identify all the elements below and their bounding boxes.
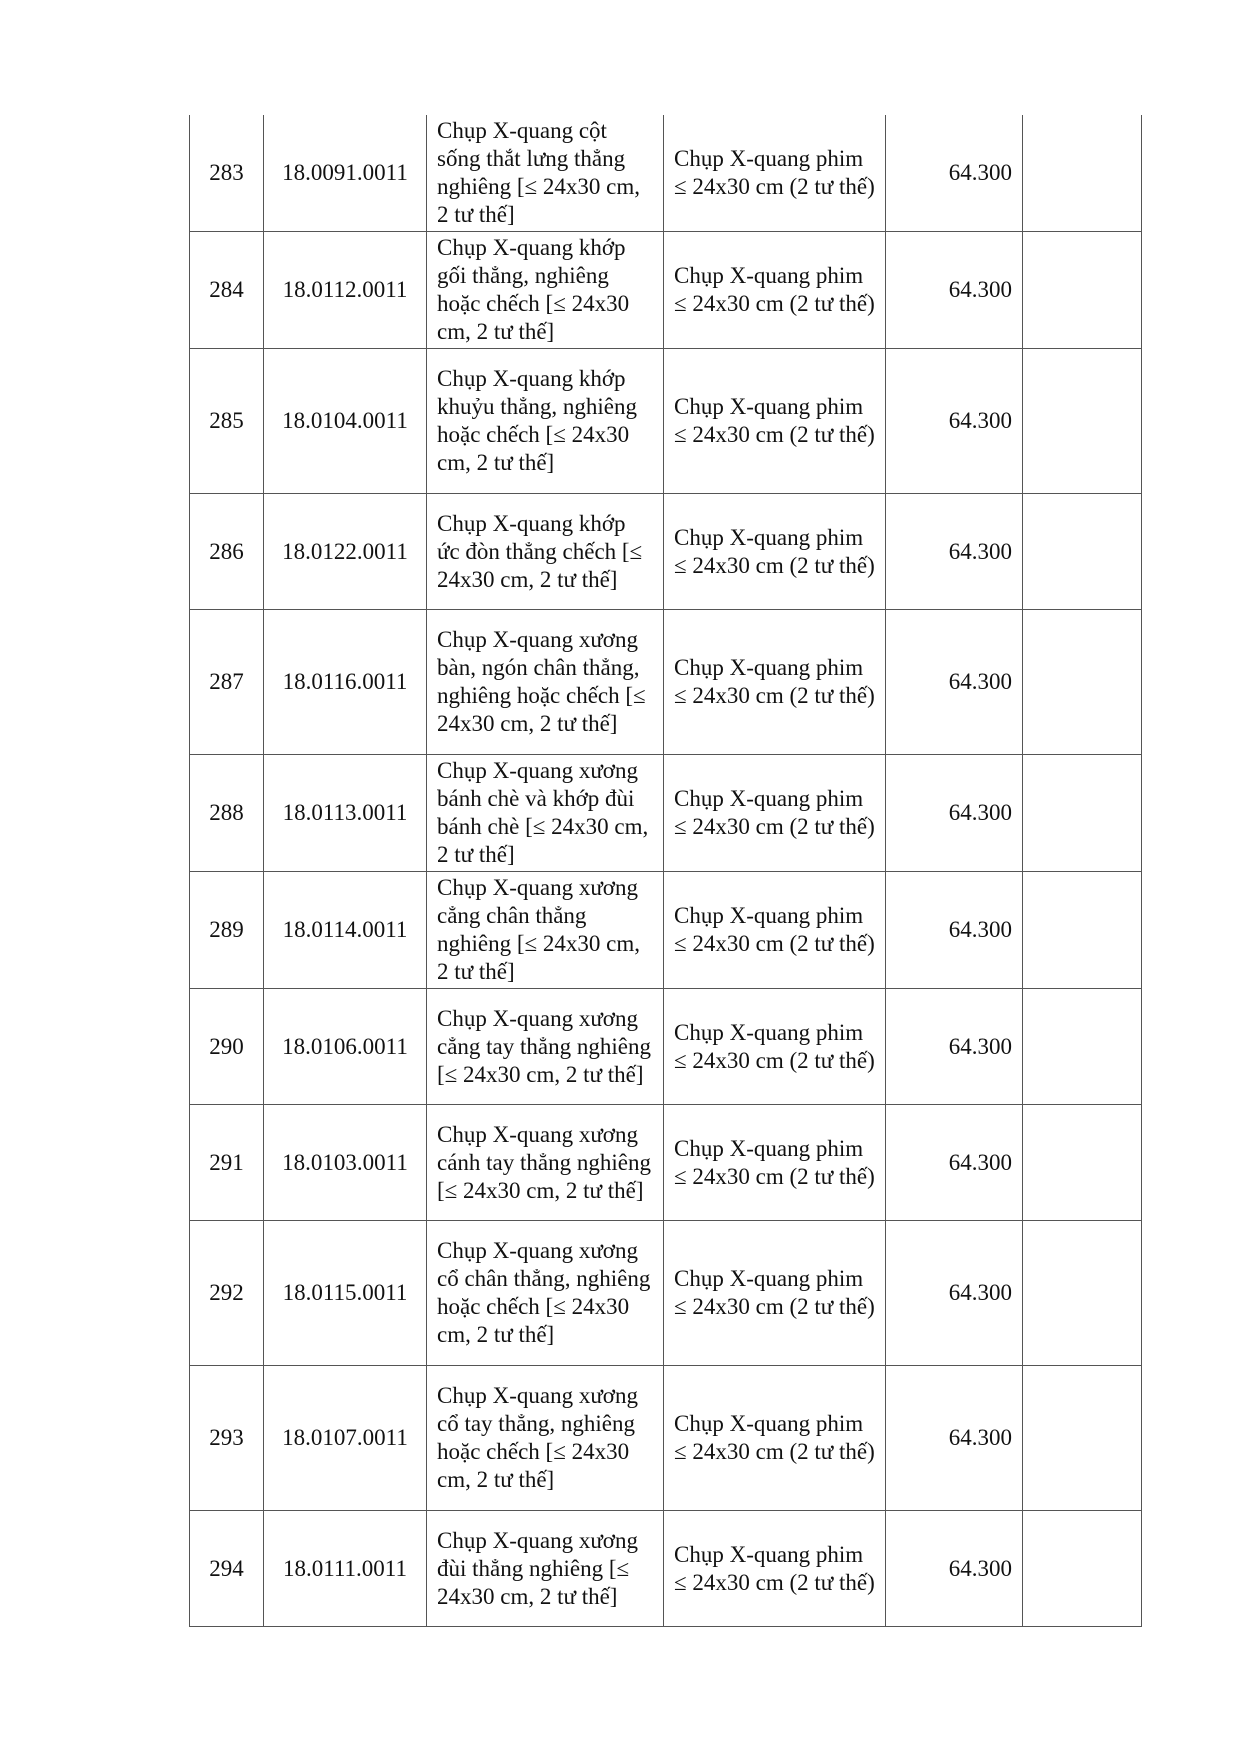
- cell-reference-service: Chụp X-quang phim ≤ 24x30 cm (2 tư thế): [664, 610, 886, 755]
- table-row: [190, 755, 1142, 872]
- cell-code: 18.0107.0011: [264, 1366, 427, 1511]
- cell-reference-service: Chụp X-quang phim ≤ 24x30 cm (2 tư thế): [664, 755, 886, 872]
- cell-service-name: Chụp X-quang xương cẳng tay thẳng nghiêng [≤ 24x30 cm, 2 tư thế]: [427, 989, 664, 1105]
- cell-code: 18.0122.0011: [264, 494, 427, 610]
- cell-code: 18.0112.0011: [264, 232, 427, 349]
- cell-note: [1023, 1105, 1142, 1221]
- cell-note: [1023, 115, 1142, 232]
- cell-note: [1023, 1221, 1142, 1366]
- cell-stt: 291: [190, 1105, 264, 1221]
- cell-reference-service: Chụp X-quang phim ≤ 24x30 cm (2 tư thế): [664, 1105, 886, 1221]
- cell-reference-service: Chụp X-quang phim ≤ 24x30 cm (2 tư thế): [664, 115, 886, 232]
- cell-stt: 294: [190, 1511, 264, 1627]
- table-row: [190, 349, 1142, 494]
- cell-note: [1023, 989, 1142, 1105]
- cell-service-name: Chụp X-quang khớp gối thẳng, nghiêng hoặc chếch [≤ 24x30 cm, 2 tư thế]: [427, 232, 664, 349]
- cell-note: [1023, 494, 1142, 610]
- cell-price: 64.300: [886, 610, 1023, 755]
- cell-price: 64.300: [886, 1221, 1023, 1366]
- cell-note: [1023, 1511, 1142, 1627]
- cell-service-name: Chụp X-quang xương cổ tay thẳng, nghiêng hoặc chếch [≤ 24x30 cm, 2 tư thế]: [427, 1366, 664, 1511]
- cell-price: 64.300: [886, 755, 1023, 872]
- cell-stt: 286: [190, 494, 264, 610]
- cell-code: 18.0113.0011: [264, 755, 427, 872]
- table-row: [190, 989, 1142, 1105]
- cell-code: 18.0114.0011: [264, 872, 427, 989]
- cell-price: 64.300: [886, 872, 1023, 989]
- table-row: [190, 1105, 1142, 1221]
- cell-code: 18.0116.0011: [264, 610, 427, 755]
- cell-service-name: Chụp X-quang khớp ức đòn thẳng chếch [≤ 24x30 cm, 2 tư thế]: [427, 494, 664, 610]
- cell-code: 18.0106.0011: [264, 989, 427, 1105]
- table-row: [190, 115, 1142, 232]
- cell-service-name: Chụp X-quang khớp khuỷu thẳng, nghiêng hoặc chếch [≤ 24x30 cm, 2 tư thế]: [427, 349, 664, 494]
- cell-reference-service: Chụp X-quang phim ≤ 24x30 cm (2 tư thế): [664, 989, 886, 1105]
- cell-note: [1023, 1366, 1142, 1511]
- cell-service-name: Chụp X-quang xương bàn, ngón chân thẳng, nghiêng hoặc chếch [≤ 24x30 cm, 2 tư thế]: [427, 610, 664, 755]
- cell-code: 18.0111.0011: [264, 1511, 427, 1627]
- cell-reference-service: Chụp X-quang phim ≤ 24x30 cm (2 tư thế): [664, 349, 886, 494]
- cell-service-name: Chụp X-quang xương đùi thẳng nghiêng [≤ 24x30 cm, 2 tư thế]: [427, 1511, 664, 1627]
- cell-reference-service: Chụp X-quang phim ≤ 24x30 cm (2 tư thế): [664, 1511, 886, 1627]
- cell-reference-service: Chụp X-quang phim ≤ 24x30 cm (2 tư thế): [664, 1221, 886, 1366]
- cell-price: 64.300: [886, 1366, 1023, 1511]
- table-row: [190, 1221, 1142, 1366]
- price-table: [189, 115, 1142, 1627]
- cell-service-name: Chụp X-quang cột sống thắt lưng thẳng nghiêng [≤ 24x30 cm, 2 tư thế]: [427, 115, 664, 232]
- cell-stt: 288: [190, 755, 264, 872]
- cell-code: 18.0091.0011: [264, 115, 427, 232]
- cell-stt: 287: [190, 610, 264, 755]
- cell-service-name: Chụp X-quang xương cổ chân thẳng, nghiêng hoặc chếch [≤ 24x30 cm, 2 tư thế]: [427, 1221, 664, 1366]
- cell-reference-service: Chụp X-quang phim ≤ 24x30 cm (2 tư thế): [664, 872, 886, 989]
- cell-price: 64.300: [886, 1105, 1023, 1221]
- cell-price: 64.300: [886, 494, 1023, 610]
- table-row: [190, 1511, 1142, 1627]
- cell-code: 18.0115.0011: [264, 1221, 427, 1366]
- cell-code: 18.0104.0011: [264, 349, 427, 494]
- cell-note: [1023, 755, 1142, 872]
- cell-note: [1023, 872, 1142, 989]
- cell-stt: 292: [190, 1221, 264, 1366]
- table-row: [190, 494, 1142, 610]
- cell-service-name: Chụp X-quang xương cẳng chân thẳng nghiêng [≤ 24x30 cm, 2 tư thế]: [427, 872, 664, 989]
- table-row: [190, 232, 1142, 349]
- cell-reference-service: Chụp X-quang phim ≤ 24x30 cm (2 tư thế): [664, 1366, 886, 1511]
- cell-code: 18.0103.0011: [264, 1105, 427, 1221]
- cell-stt: 284: [190, 232, 264, 349]
- cell-price: 64.300: [886, 989, 1023, 1105]
- cell-stt: 293: [190, 1366, 264, 1511]
- cell-stt: 285: [190, 349, 264, 494]
- cell-price: 64.300: [886, 115, 1023, 232]
- cell-reference-service: Chụp X-quang phim ≤ 24x30 cm (2 tư thế): [664, 494, 886, 610]
- cell-stt: 289: [190, 872, 264, 989]
- cell-note: [1023, 232, 1142, 349]
- table-body: [190, 115, 1142, 1627]
- cell-service-name: Chụp X-quang xương bánh chè và khớp đùi bánh chè [≤ 24x30 cm, 2 tư thế]: [427, 755, 664, 872]
- table-row: [190, 872, 1142, 989]
- table-row: [190, 1366, 1142, 1511]
- cell-stt: 290: [190, 989, 264, 1105]
- cell-stt: 283: [190, 115, 264, 232]
- cell-note: [1023, 610, 1142, 755]
- table-row: [190, 610, 1142, 755]
- cell-price: 64.300: [886, 232, 1023, 349]
- cell-reference-service: Chụp X-quang phim ≤ 24x30 cm (2 tư thế): [664, 232, 886, 349]
- cell-price: 64.300: [886, 349, 1023, 494]
- cell-note: [1023, 349, 1142, 494]
- cell-service-name: Chụp X-quang xương cánh tay thẳng nghiêng [≤ 24x30 cm, 2 tư thế]: [427, 1105, 664, 1221]
- cell-price: 64.300: [886, 1511, 1023, 1627]
